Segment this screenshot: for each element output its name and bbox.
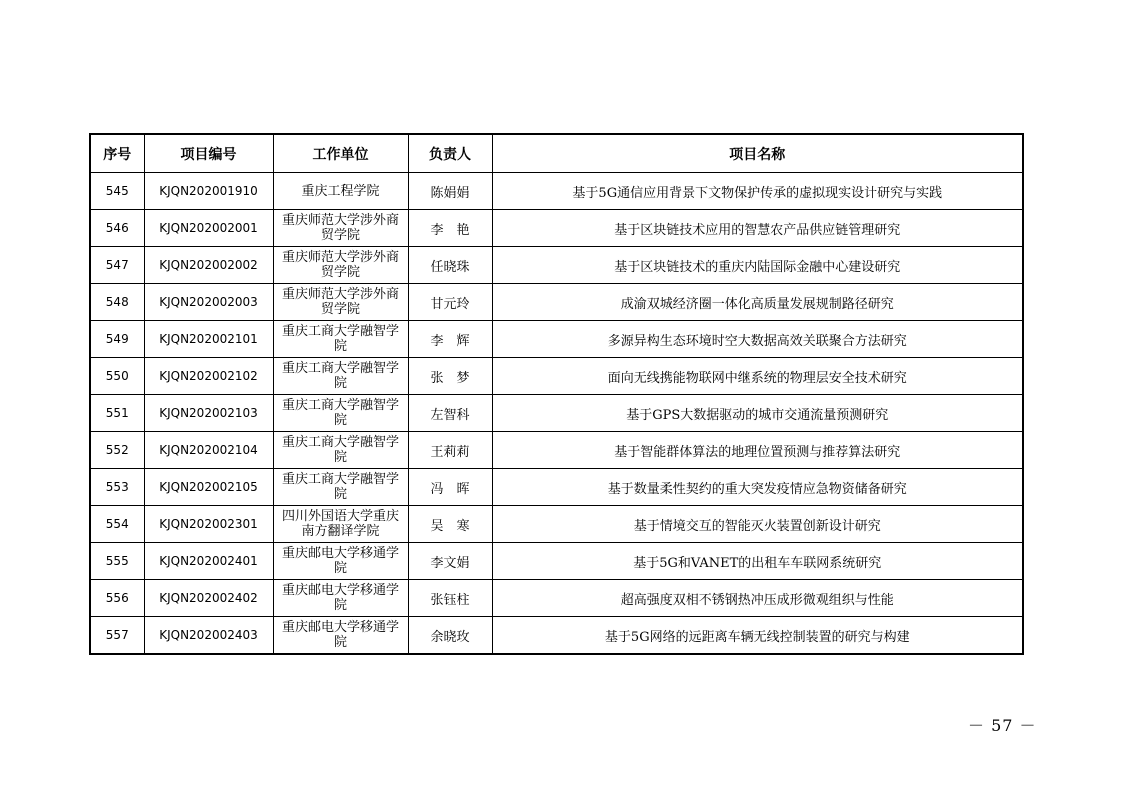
row-project-name: 超高强度双相不锈钢热冲压成形微观组织与性能 <box>492 580 1023 617</box>
row-project-name: 基于区块链技术应用的智慧农产品供应链管理研究 <box>492 210 1023 247</box>
row-project-name: 基于GPS大数据驱动的城市交通流量预测研究 <box>492 395 1023 432</box>
row-person-in-charge: 余晓玫 <box>408 617 492 655</box>
row-index: 547 <box>90 247 144 284</box>
row-project-name: 面向无线携能物联网中继系统的物理层安全技术研究 <box>492 358 1023 395</box>
row-index: 552 <box>90 432 144 469</box>
row-person-in-charge: 冯 晖 <box>408 469 492 506</box>
row-index: 545 <box>90 173 144 210</box>
table-row <box>90 617 1023 655</box>
row-project-code: KJQN202002403 <box>144 617 273 655</box>
work-unit-text: 重庆师范大学涉外商贸学院 <box>281 213 399 243</box>
row-work-unit <box>273 210 408 247</box>
row-project-code: KJQN202002301 <box>144 506 273 543</box>
row-person-in-charge: 张钰柱 <box>408 580 492 617</box>
work-unit-text: 重庆工商大学融智学院 <box>281 435 399 465</box>
row-project-name: 成渝双城经济圈一体化高质量发展规制路径研究 <box>492 284 1023 321</box>
row-project-code: KJQN202002103 <box>144 395 273 432</box>
row-project-name: 基于智能群体算法的地理位置预测与推荐算法研究 <box>492 432 1023 469</box>
row-index: 554 <box>90 506 144 543</box>
row-project-name: 基于5G通信应用背景下文物保护传承的虚拟现实设计研究与实践 <box>492 173 1023 210</box>
work-unit-text: 重庆工程学院 <box>301 183 380 199</box>
row-person-in-charge: 任晓珠 <box>408 247 492 284</box>
table-row <box>90 506 1023 543</box>
row-project-name: 基于区块链技术的重庆内陆国际金融中心建设研究 <box>492 247 1023 284</box>
work-unit-text: 四川外国语大学重庆南方翻译学院 <box>281 509 399 539</box>
row-work-unit <box>273 543 408 580</box>
work-unit-text: 重庆邮电大学移通学院 <box>281 546 399 576</box>
table-row <box>90 210 1023 247</box>
table-row <box>90 469 1023 506</box>
row-work-unit <box>273 580 408 617</box>
table-row <box>90 580 1023 617</box>
row-work-unit <box>273 284 408 321</box>
row-index: 548 <box>90 284 144 321</box>
work-unit-text: 重庆工商大学融智学院 <box>281 324 399 354</box>
row-project-code: KJQN202002002 <box>144 247 273 284</box>
row-project-code: KJQN202002003 <box>144 284 273 321</box>
row-index: 556 <box>90 580 144 617</box>
row-index: 553 <box>90 469 144 506</box>
row-work-unit <box>273 321 408 358</box>
row-project-name: 基于5G和VANET的出租车车联网系统研究 <box>492 543 1023 580</box>
row-person-in-charge: 王莉莉 <box>408 432 492 469</box>
project-table <box>89 133 1024 655</box>
row-index: 546 <box>90 210 144 247</box>
row-work-unit <box>273 432 408 469</box>
table-header-row <box>90 134 1023 173</box>
work-unit-text: 重庆邮电大学移通学院 <box>281 620 399 650</box>
work-unit-text: 重庆工商大学融智学院 <box>281 472 399 502</box>
row-person-in-charge: 陈娟娟 <box>408 173 492 210</box>
table-row <box>90 247 1023 284</box>
header-project-name: 项目名称 <box>492 134 1023 173</box>
row-project-code: KJQN202002102 <box>144 358 273 395</box>
page-number: － 57 － <box>968 716 1037 735</box>
row-person-in-charge: 张 梦 <box>408 358 492 395</box>
row-project-name: 基于情境交互的智能灭火装置创新设计研究 <box>492 506 1023 543</box>
row-index: 555 <box>90 543 144 580</box>
row-person-in-charge: 李文娟 <box>408 543 492 580</box>
work-unit-text: 重庆师范大学涉外商贸学院 <box>281 287 399 317</box>
row-index: 550 <box>90 358 144 395</box>
row-project-code: KJQN202001910 <box>144 173 273 210</box>
row-project-name: 多源异构生态环境时空大数据高效关联聚合方法研究 <box>492 321 1023 358</box>
work-unit-text: 重庆师范大学涉外商贸学院 <box>281 250 399 280</box>
header-person-in-charge: 负责人 <box>408 134 492 173</box>
table-row <box>90 395 1023 432</box>
row-work-unit <box>273 617 408 655</box>
row-project-name: 基于数量柔性契约的重大突发疫情应急物资储备研究 <box>492 469 1023 506</box>
header-work-unit: 工作单位 <box>273 134 408 173</box>
row-person-in-charge: 李 辉 <box>408 321 492 358</box>
work-unit-text: 重庆工商大学融智学院 <box>281 361 399 391</box>
table-row <box>90 321 1023 358</box>
header-index: 序号 <box>90 134 144 173</box>
row-project-code: KJQN202002001 <box>144 210 273 247</box>
row-project-code: KJQN202002105 <box>144 469 273 506</box>
row-index: 557 <box>90 617 144 655</box>
row-work-unit <box>273 469 408 506</box>
row-work-unit <box>273 173 408 210</box>
row-work-unit <box>273 247 408 284</box>
row-project-code: KJQN202002101 <box>144 321 273 358</box>
work-unit-text: 重庆工商大学融智学院 <box>281 398 399 428</box>
row-person-in-charge: 甘元玲 <box>408 284 492 321</box>
row-project-code: KJQN202002401 <box>144 543 273 580</box>
table-row <box>90 543 1023 580</box>
row-project-name: 基于5G网络的远距离车辆无线控制装置的研究与构建 <box>492 617 1023 655</box>
row-person-in-charge: 吴 寒 <box>408 506 492 543</box>
table-row <box>90 284 1023 321</box>
row-work-unit <box>273 395 408 432</box>
row-person-in-charge: 李 艳 <box>408 210 492 247</box>
row-person-in-charge: 左智科 <box>408 395 492 432</box>
row-project-code: KJQN202002402 <box>144 580 273 617</box>
row-project-code: KJQN202002104 <box>144 432 273 469</box>
row-index: 549 <box>90 321 144 358</box>
table-row <box>90 432 1023 469</box>
table-row <box>90 358 1023 395</box>
row-work-unit <box>273 358 408 395</box>
row-work-unit <box>273 506 408 543</box>
row-index: 551 <box>90 395 144 432</box>
table-row <box>90 173 1023 210</box>
work-unit-text: 重庆邮电大学移通学院 <box>281 583 399 613</box>
header-project-code: 项目编号 <box>144 134 273 173</box>
